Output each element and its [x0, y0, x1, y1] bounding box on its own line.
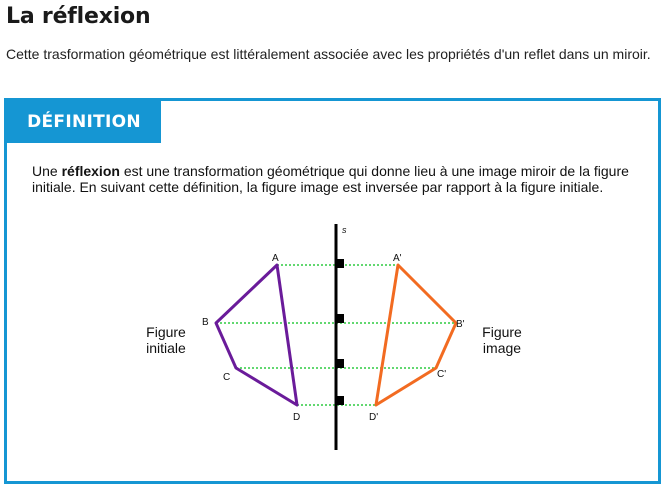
initial-figure	[216, 265, 297, 405]
axis-markers	[337, 259, 344, 405]
point-label-c-prime: C'	[437, 369, 447, 380]
point-label-d-prime: D'	[369, 412, 379, 423]
axis-label: s	[342, 225, 347, 235]
point-label-a: A	[272, 253, 279, 264]
caption-image-line1: Figure	[482, 324, 522, 340]
definition-text-before: Une	[32, 163, 62, 179]
definition-tab: DÉFINITION	[7, 101, 161, 143]
definition-term: réflexion	[61, 163, 120, 179]
page-title: La réflexion	[6, 4, 151, 29]
definition-text-after: est une transformation géométrique qui donne lieu à une image miroir de la figure initiale. En suivant cette définition, la figure image est inversée par rapport à la figure initiale.	[32, 163, 629, 195]
caption-image-line2: image	[482, 340, 522, 356]
image-figure	[376, 265, 456, 405]
marker-c	[337, 359, 344, 368]
intro-paragraph: Cette trasformation géométrique est littéralement associée avec les propriétés d'un reflet dans un miroir.	[6, 46, 651, 62]
point-label-b: B	[202, 317, 209, 328]
point-label-b-prime: B'	[456, 319, 465, 330]
point-label-a-prime: A'	[393, 253, 402, 264]
caption-initial-line2: initiale	[146, 340, 186, 356]
caption-initial-line1: Figure	[146, 324, 186, 340]
marker-a	[337, 259, 344, 268]
marker-d	[337, 396, 344, 405]
point-label-c: C	[223, 372, 231, 383]
marker-b	[337, 314, 344, 323]
point-label-d: D	[293, 412, 301, 423]
